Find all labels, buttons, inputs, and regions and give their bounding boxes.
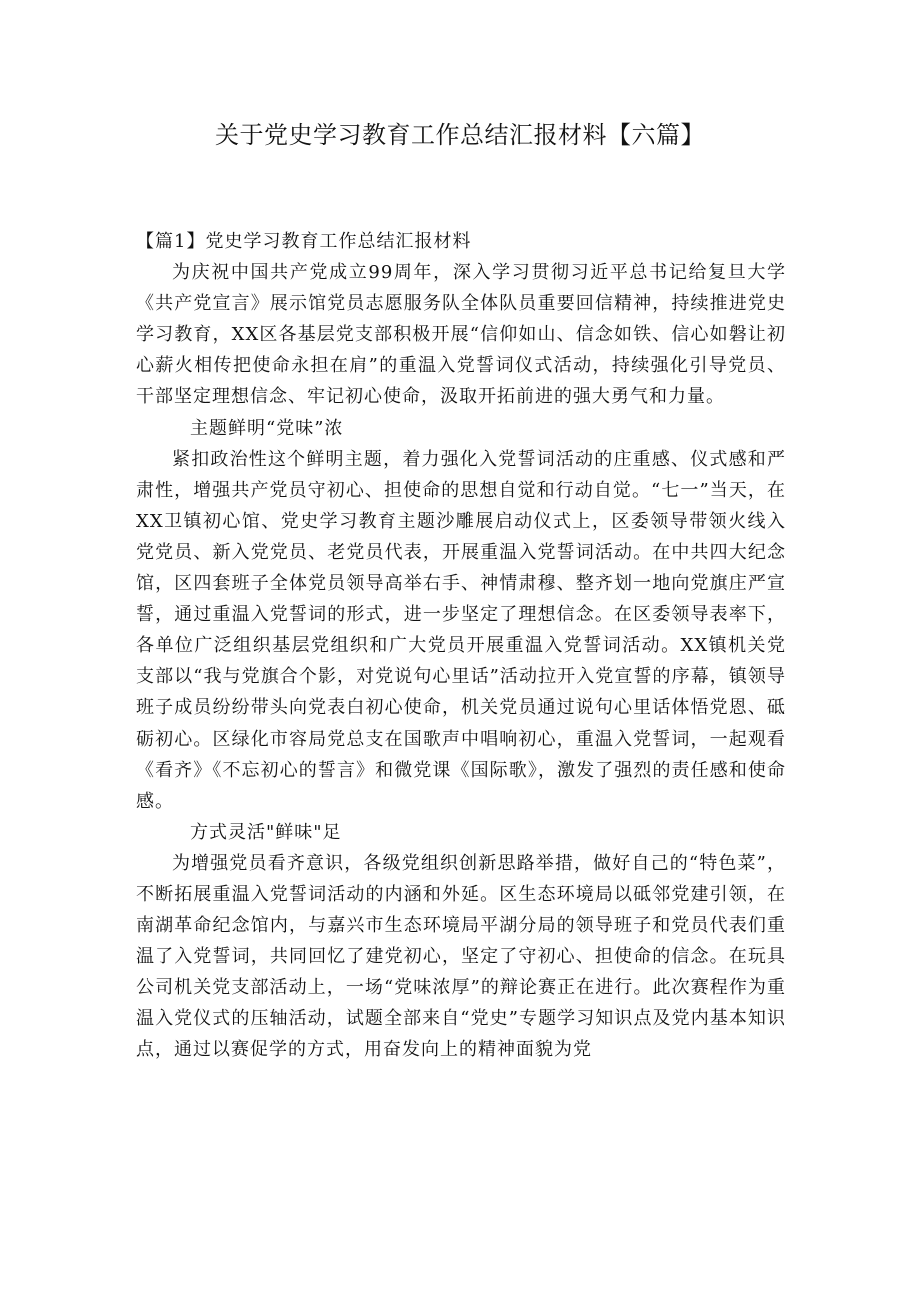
subheading: 方式灵活"鲜味"足 (190, 821, 342, 843)
document-title: 关于党史学习教育工作总结汇报材料【六篇】 (215, 121, 705, 149)
body-paragraph: 为增强党员看齐意识，各级党组织创新思路举措，做好自己的“特色菜”，不断拓展重温入党誓词活动的内涵和外延。区生态环境局以砥邻党建引领，在南湖革命纪念馆内，与嘉兴市生态环境局平湖分局的领导班子和党员代表们重温了入党誓词，共同回忆了建党初心，坚定了守初心、担使命的信念。在玩具公司机关党支部活动上，一场“党味浓厚”的辩论赛正在进行。此次赛程作为重温入党仪式的压轴活动，试题全部来自“党史”专题学习知识点及党内基本知识点，通过以赛促学的方式，用奋发向上的精神面貌为党 (136, 852, 786, 1061)
subheading: 主题鲜明“党味”浓 (190, 417, 344, 439)
body-paragraph: 紧扣政治性这个鲜明主题，着力强化入党誓词活动的庄重感、仪式感和严肃性，增强共产党员守初心、担使命的思想自觉和行动自觉。“七一”当天，在XX卫镇初心馆、党史学习教育主题沙雕展启动仪式上，区委领导带领火线入党党员、新入党党员、老党员代表，开展重温入党誓词活动。在中共四大纪念馆，区四套班子全体党员领导高举右手、神情肃穆、整齐划一地向党旗庄严宣誓，通过重温入党誓词的形式，进一步坚定了理想信念。在区委领导表率下，各单位广泛组织基层党组织和广大党员开展重温入党誓词活动。XX镇机关党支部以“我与党旗合个影，对党说句心里话”活动拉开入党宣誓的序幕，镇领导班子成员纷纷带头向党表白初心使命，机关党员通过说句心里话体悟党恩、砥砺初心。区绿化市容局党总支在国歌声中唱响初心，重温入党誓词，一起观看《看齐》《不忘初心的誓言》和微党课《国际歌》，激发了强烈的责任感和使命感。 (136, 448, 786, 812)
body-paragraph: 为庆祝中国共产党成立99周年，深入学习贯彻习近平总书记给复旦大学《共产党宣言》展示馆党员志愿服务队全体队员重要回信精神，持续推进党史学习教育，XX区各基层党支部积极开展“信仰如山、信念如铁、信心如磐让初心薪火相传把使命永担在肩”的重温入党誓词仪式活动，持续强化引导党员、干部坚定理想信念、牢记初心使命，汲取开拓前进的强大勇气和力量。 (136, 262, 786, 408)
section-title: 【篇1】党史学习教育工作总结汇报材料 (136, 231, 472, 252)
document-body (136, 226, 786, 1066)
